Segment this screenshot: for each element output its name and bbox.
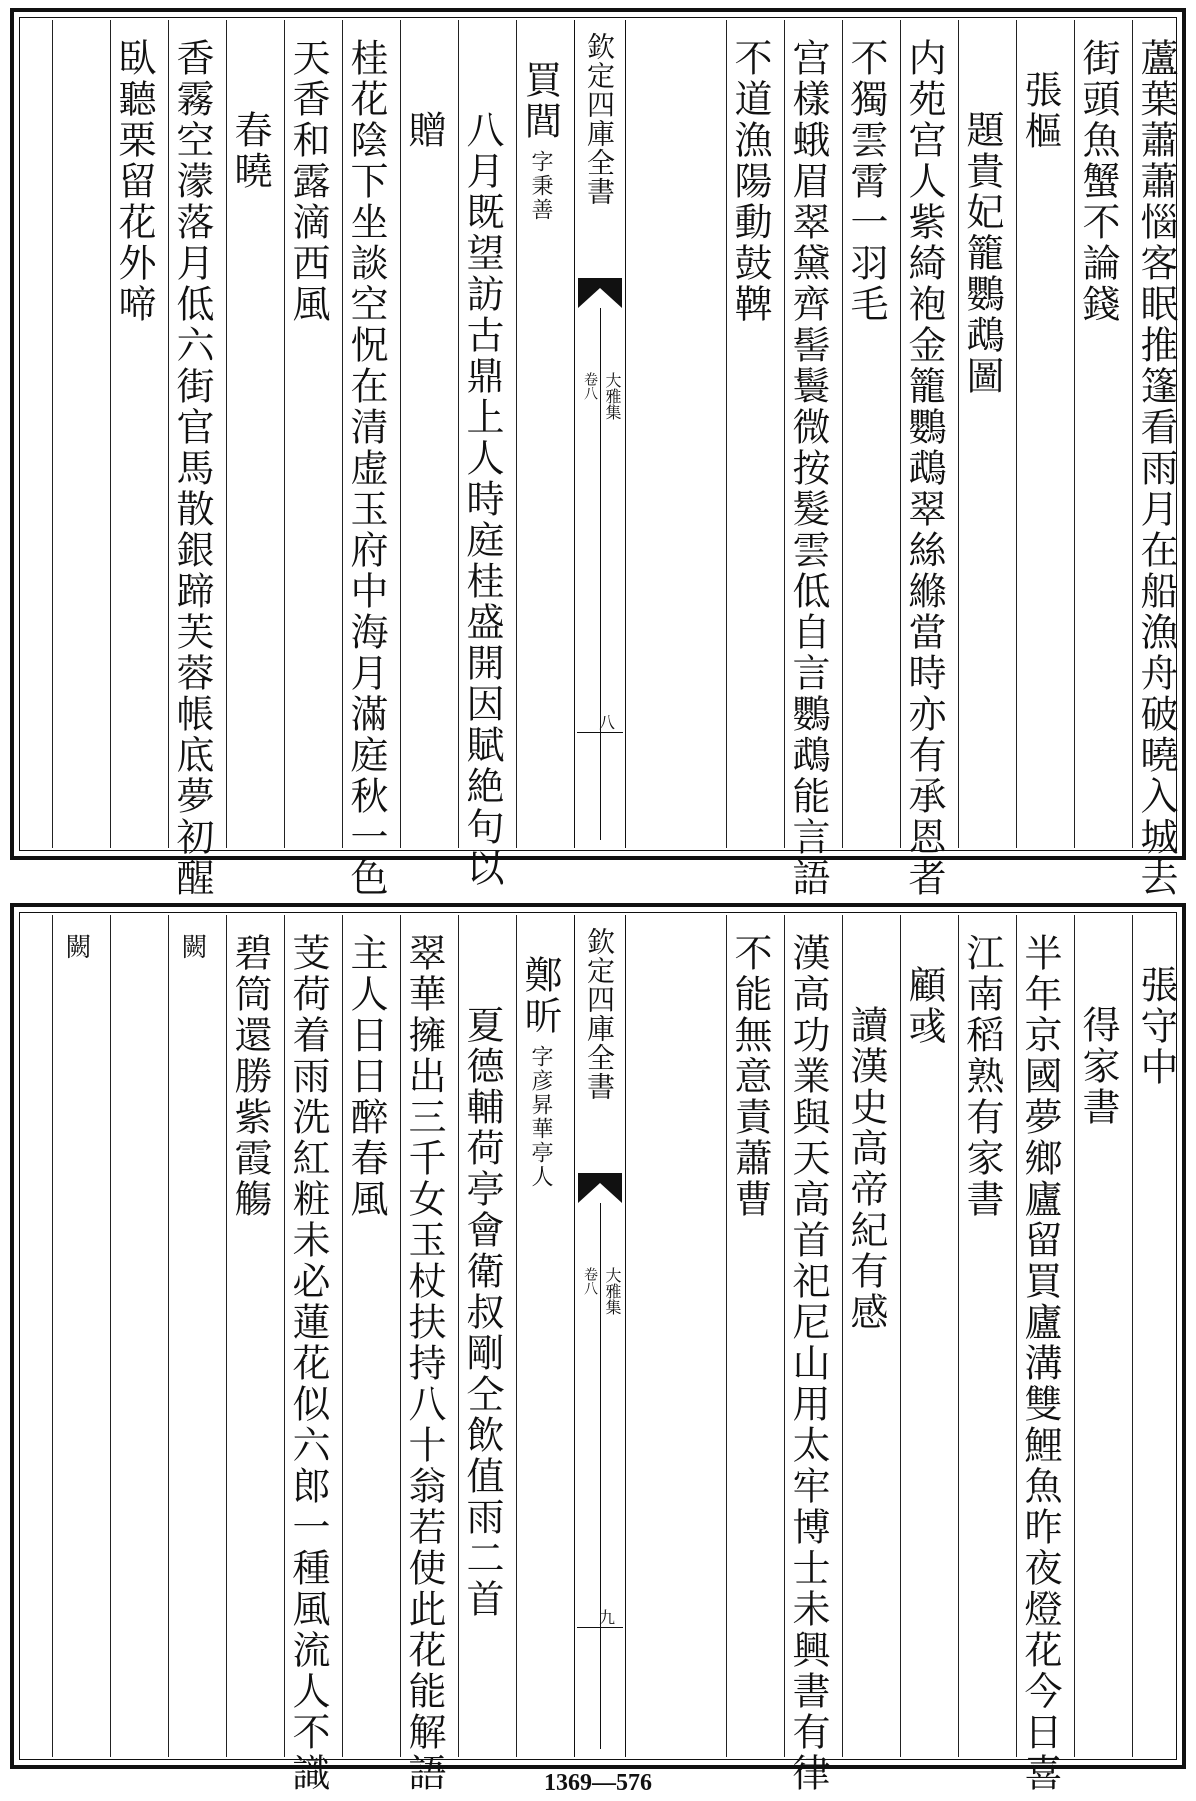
column-text: 半年京國夢鄉廬留買廬溝雙鯉魚昨夜燈花今日喜 bbox=[1018, 933, 1062, 1794]
text-column bbox=[1132, 20, 1180, 899]
missing-text-marker: 闕 bbox=[177, 933, 207, 962]
text-column bbox=[1016, 20, 1064, 848]
author-name: 張樞 bbox=[1018, 70, 1062, 152]
text-column bbox=[958, 915, 1006, 1757]
column-text: 碧筒還勝紫霞觴 bbox=[228, 933, 272, 1220]
text-column bbox=[458, 915, 506, 1757]
text-column bbox=[110, 915, 158, 1757]
text-column bbox=[226, 915, 274, 1757]
author-name: 買閭 bbox=[518, 60, 562, 142]
page-number: 1369—576 bbox=[544, 1770, 652, 1796]
text-column bbox=[400, 20, 448, 848]
fold-line bbox=[600, 1203, 601, 1749]
text-column bbox=[284, 915, 332, 1794]
fish-tail-mark-icon bbox=[578, 1173, 622, 1203]
author-note: 字彦昇華亭人 bbox=[528, 1045, 553, 1189]
fold-line bbox=[600, 308, 601, 840]
text-column bbox=[168, 915, 216, 1757]
column-text: 内苑宫人紫綺袍金籠鸚鵡翠絲縧當時亦有承恩者 bbox=[902, 38, 946, 899]
fish-tail-mark-icon bbox=[578, 278, 622, 308]
poem-title: 得家書 bbox=[1076, 1005, 1120, 1128]
poem-title: 讀漢史高帝紀有感 bbox=[844, 1005, 888, 1333]
text-column bbox=[1074, 915, 1122, 1757]
text-column bbox=[400, 915, 448, 1794]
juan-number: 卷八 bbox=[582, 1267, 598, 1295]
leaf-number: 八 bbox=[599, 713, 616, 732]
column-text: 香霧空濛落月低六街官馬散銀蹄芙蓉帳底夢初醒 bbox=[170, 38, 214, 899]
column-text: 蘆葉蕭蕭惱客眠推篷看雨月在船漁舟破曉入城去 bbox=[1134, 38, 1178, 899]
text-column bbox=[52, 915, 100, 1757]
author-name: 張守中 bbox=[1134, 965, 1178, 1088]
column-text: 臥聽栗留花外啼 bbox=[112, 38, 156, 325]
poem-title: 夏德輔荷亭會衛叔剛仝飲值雨二首 bbox=[460, 1005, 504, 1620]
poem-title: 八月既望訪古鼎上人時庭桂盛開因賦絶句以 bbox=[460, 110, 504, 889]
running-title: 大雅集 bbox=[603, 1267, 622, 1315]
text-column bbox=[284, 20, 332, 848]
leaf-number: 九 bbox=[599, 1608, 616, 1627]
column-text: 街頭魚蟹不論錢 bbox=[1076, 38, 1120, 325]
text-column bbox=[958, 20, 1006, 848]
text-column bbox=[52, 20, 100, 848]
text-column bbox=[1074, 20, 1122, 848]
juan-number: 卷八 bbox=[582, 372, 598, 400]
text-column bbox=[342, 20, 390, 899]
book-title: 欽定四庫全書 bbox=[583, 32, 616, 206]
column-text: 主人日日醉春風 bbox=[344, 933, 388, 1220]
fish-tail-bar bbox=[577, 1627, 623, 1628]
poem-title: 題貴妃籠鸚鵡圖 bbox=[960, 110, 1004, 397]
text-column bbox=[342, 915, 390, 1757]
column-text: 翠華擁出三千女玉杖扶持八十翁若使此花能解語 bbox=[402, 933, 446, 1794]
column-text: 宫樣蛾眉翠黛齊髻鬟微按髮雲低自言鸚鵡能言語 bbox=[786, 38, 830, 899]
fish-tail-bar bbox=[577, 732, 623, 733]
missing-text-marker: 闕 bbox=[61, 933, 91, 962]
book-title: 欽定四庫全書 bbox=[583, 927, 616, 1101]
text-column bbox=[726, 915, 774, 1757]
poem-title: 贈 bbox=[402, 110, 446, 151]
poem-title: 春曉 bbox=[228, 110, 272, 192]
text-column bbox=[900, 915, 948, 1757]
text-column bbox=[516, 20, 564, 848]
column-text: 不道漁陽動鼓鞞 bbox=[728, 38, 772, 325]
center-fold bbox=[574, 915, 626, 1757]
text-column bbox=[726, 20, 774, 848]
text-column bbox=[226, 20, 274, 848]
column-text: 芰荷着雨洗紅粧未必蓮花似六郎一種風流人不識 bbox=[286, 933, 330, 1794]
text-column bbox=[168, 20, 216, 899]
text-column bbox=[516, 915, 564, 1757]
text-column bbox=[842, 915, 890, 1757]
text-column bbox=[784, 20, 832, 899]
text-column bbox=[1132, 915, 1180, 1757]
column-text: 天香和露滴西風 bbox=[286, 38, 330, 325]
text-column bbox=[784, 915, 832, 1794]
author-name: 顧彧 bbox=[902, 965, 946, 1047]
column-text: 不獨雲霄一羽毛 bbox=[844, 38, 888, 325]
author-name: 鄭昕 bbox=[518, 955, 562, 1037]
text-column bbox=[458, 20, 506, 889]
author-note: 字秉善 bbox=[528, 150, 553, 222]
running-title: 大雅集 bbox=[603, 372, 622, 420]
column-text: 不能無意責蕭曹 bbox=[728, 933, 772, 1220]
text-column bbox=[1016, 915, 1064, 1794]
text-column bbox=[842, 20, 890, 848]
column-text: 桂花陰下坐談空怳在清虚玉府中海月滿庭秋一色 bbox=[344, 38, 388, 899]
top-page bbox=[10, 8, 1186, 899]
center-fold bbox=[574, 20, 626, 848]
column-text: 漢高功業與天高首祀尼山用太牢博士未興書有律 bbox=[786, 933, 830, 1794]
column-text: 江南稻熟有家書 bbox=[960, 933, 1004, 1220]
text-column bbox=[900, 20, 948, 899]
text-column bbox=[110, 20, 158, 848]
